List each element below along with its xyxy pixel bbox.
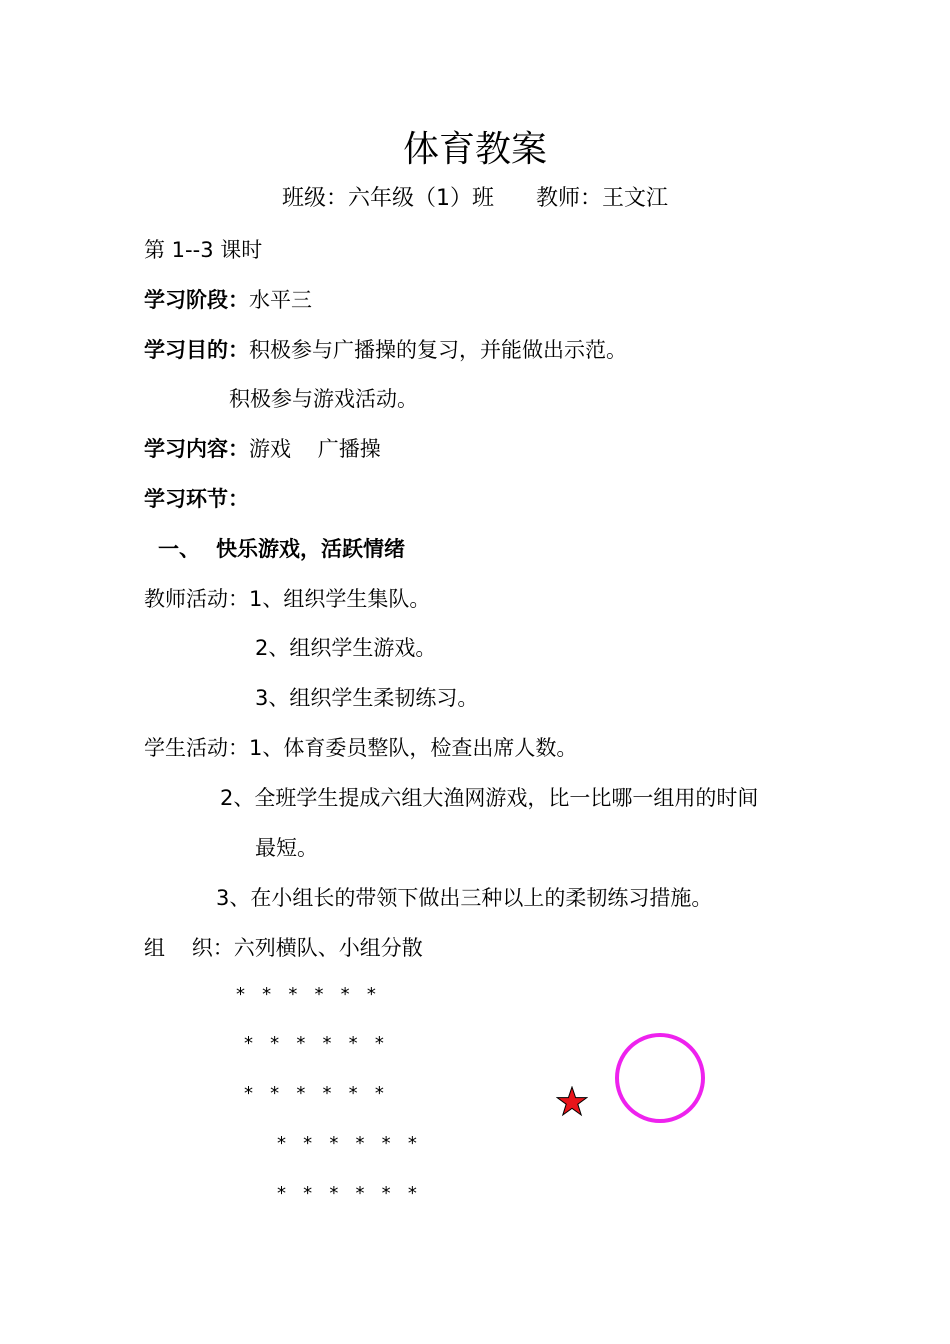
organization-value: 六列横队、小组分散 (233, 936, 423, 960)
circle-icon (612, 1030, 708, 1126)
content-value: 游戏 广播操 (249, 437, 381, 461)
goal-label: 学习目的： (144, 338, 249, 362)
star-icon (556, 1086, 588, 1118)
content-line (144, 434, 381, 464)
star-icon-shape (557, 1087, 587, 1115)
goal-line (144, 335, 627, 365)
formation-row: * * * * * * (244, 1083, 384, 1104)
teacher-activity-label: 教师活动： (144, 587, 249, 611)
formation-row: * * * * * * (277, 1133, 417, 1154)
section-heading (158, 534, 405, 564)
class-teacher-line: 班级：六年级（1）班 教师：王文江 (282, 186, 668, 211)
teacher-activity-item: 3、组织学生柔韧练习。 (255, 686, 479, 710)
formation-row: * * * * * * (277, 1183, 417, 1204)
lesson-period: 第 1--3 课时 (144, 238, 263, 262)
content-label: 学习内容： (144, 437, 249, 461)
student-activity-item: 2、全班学生提成六组大渔网游戏，比一比哪一组用的时间 (220, 786, 759, 810)
teacher-activity-item: 2、组织学生游戏。 (255, 636, 437, 660)
stage-line (144, 285, 312, 315)
formation-row: * * * * * * (244, 1033, 384, 1054)
organization-label: 组 织： (144, 936, 234, 960)
section-title: 快乐游戏，活跃情绪 (216, 537, 405, 561)
document-title: 体育教案 (402, 129, 547, 170)
student-activity-item: 3、在小组长的带领下做出三种以上的柔韧练习措施。 (216, 886, 713, 910)
student-activity-line (144, 733, 577, 763)
teacher-activity-line (144, 584, 430, 614)
student-activity-item-continued: 最短。 (255, 836, 318, 860)
teacher-activity-item: 1、组织学生集队。 (249, 587, 431, 611)
stage-label: 学习阶段： (144, 288, 249, 312)
steps-label: 学习环节： (144, 487, 249, 511)
goal-text-1: 积极参与广播操的复习，并能做出示范。 (249, 338, 627, 362)
organization-line (144, 933, 423, 963)
goal-text-2: 积极参与游戏活动。 (229, 387, 418, 411)
section-number: 一、 (158, 537, 200, 561)
student-activity-label: 学生活动： (144, 736, 249, 760)
student-activity-item: 1、体育委员整队，检查出席人数。 (249, 736, 578, 760)
formation-row: * * * * * * (236, 984, 376, 1005)
circle-icon-shape (617, 1035, 703, 1121)
stage-value: 水平三 (249, 288, 312, 312)
